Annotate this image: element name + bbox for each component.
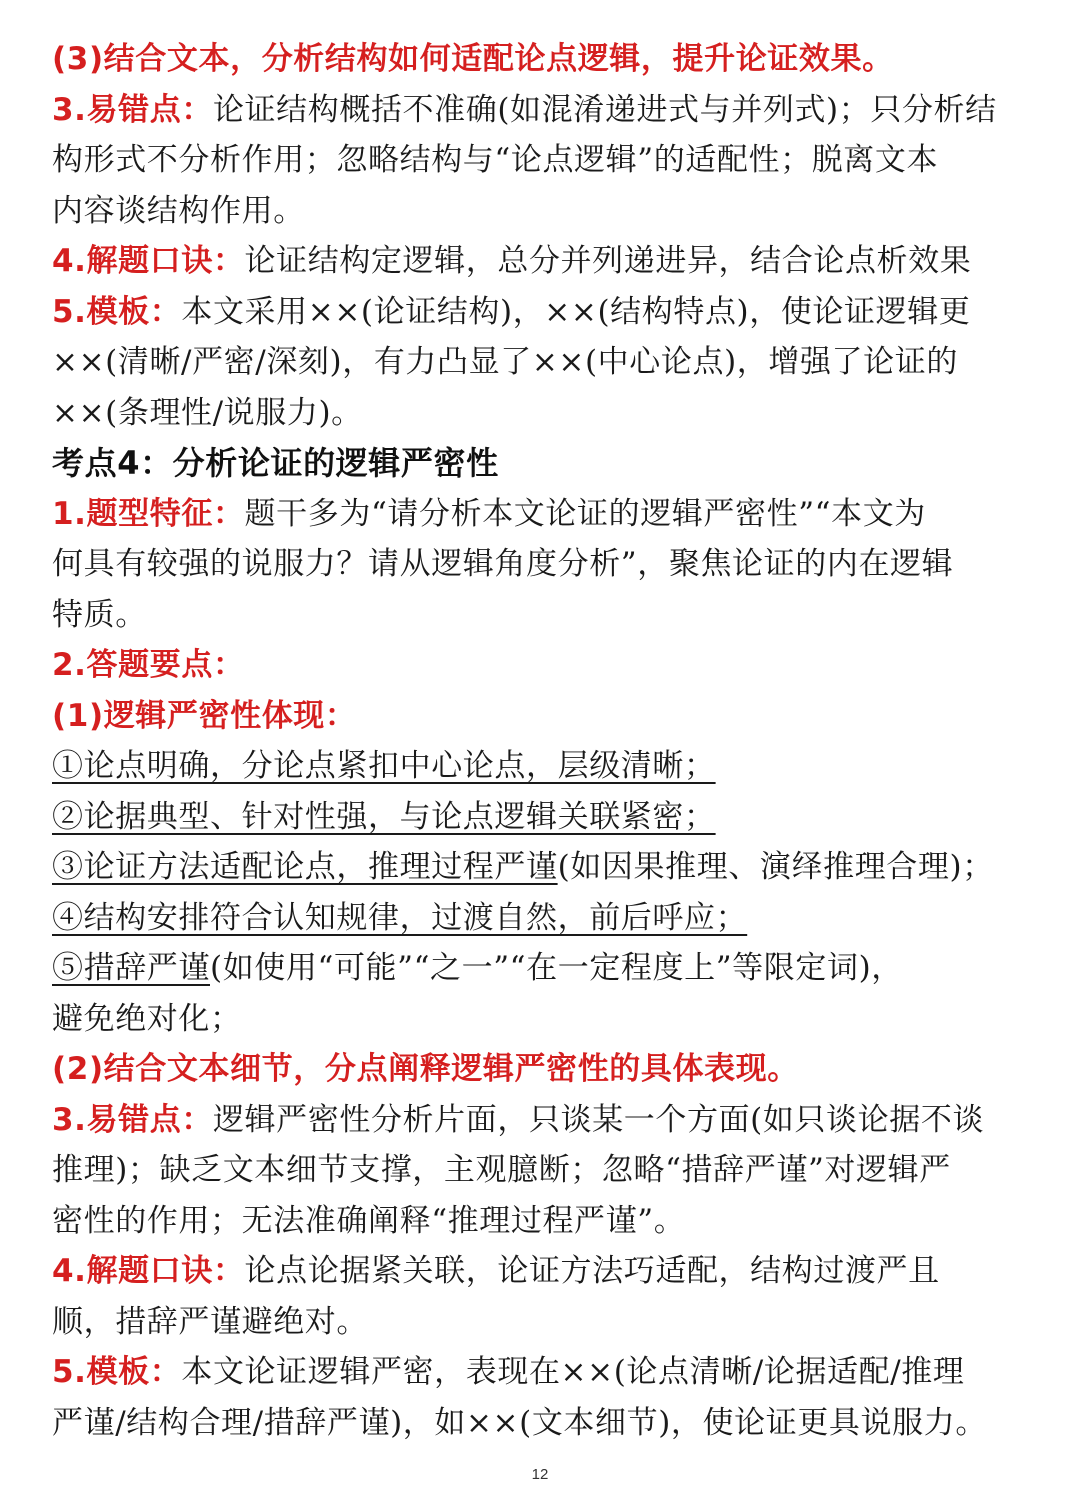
body-text-line: ××(条理性/说服力)。 xyxy=(52,394,363,431)
section-label: 4.解题口诀： xyxy=(52,243,245,279)
list-item: ①论点明确，分论点紧扣中心论点，层级清晰； xyxy=(52,748,716,784)
template-paragraph: 5.模板：本文采用××(论证结构)，××(结构特点)，使论证逻辑更 xyxy=(52,293,971,330)
mnemonic-paragraph: 4.解题口诀：论证结构定逻辑，总分并列递进异，结合论点析效果 xyxy=(52,243,972,279)
section-label: 3.易错点： xyxy=(52,1101,213,1138)
section-label: 5.模板： xyxy=(52,1354,182,1390)
body-text-line: 避免绝对化； xyxy=(52,1000,242,1037)
section-label: 4.解题口诀： xyxy=(52,1253,245,1289)
section-label: 5.模板： xyxy=(52,293,182,330)
body-text-line: 内容谈结构作用。 xyxy=(52,192,305,229)
section-label: 3.易错点： xyxy=(52,91,213,128)
subitem-heading-2: (2)结合文本细节，分点阐释逻辑严密性的具体表现。 xyxy=(52,1051,799,1087)
document-body xyxy=(52,34,1032,1448)
list-item: ③论证方法适配论点，推理过程严谨(如因果推理、演绎推理合理)； xyxy=(52,849,994,885)
body-text-line: 构形式不分析作用；忽略结构与“论点逻辑”的适配性；脱离文本 xyxy=(52,142,939,178)
answer-points-heading xyxy=(52,640,1032,691)
list-item: ④结构安排符合认知规律，过渡自然，前后呼应； xyxy=(52,899,748,936)
section-label: 2.答题要点： xyxy=(52,647,245,683)
point-3-subitem-heading: (3)结合文本，分析结构如何适配论点逻辑，提升论证效果。 xyxy=(52,41,894,77)
body-text-line: 严谨/结构合理/措辞严谨)，如××(文本细节)，使论证更具说服力。 xyxy=(52,1404,987,1441)
list-item: ②论据典型、针对性强，与论点逻辑关联紧密； xyxy=(52,798,716,835)
body-text-line: 顺，措辞严谨避绝对。 xyxy=(52,1303,368,1340)
section-label: 1.题型特征： xyxy=(52,495,245,532)
body-text-line: 特质。 xyxy=(52,596,147,633)
body-text-line: ××(清晰/严密/深刻)，有力凸显了××(中心论点)，增强了论证的 xyxy=(52,344,958,380)
exam-point-4-heading: 考点4：分析论证的逻辑严密性 xyxy=(52,444,499,482)
body-text-line: 密性的作用；无法准确阐释“推理过程严谨”。 xyxy=(52,1202,686,1239)
body-text-line: 推理)；缺乏文本细节支撑，主观臆断；忽略“措辞严谨”对逻辑严 xyxy=(52,1152,951,1188)
page-number: 12 xyxy=(531,1466,549,1483)
common-errors-paragraph: 3.易错点：论证结构概括不准确(如混淆递进式与并列式)；只分析结 xyxy=(52,91,997,128)
question-features-paragraph: 1.题型特征：题干多为“请分析本文论证的逻辑严密性”“本文为 xyxy=(52,495,926,532)
common-errors-paragraph: 3.易错点：逻辑严密性分析片面，只谈某一个方面(如只谈论据不谈 xyxy=(52,1101,985,1138)
template-paragraph: 5.模板：本文论证逻辑严密，表现在××(论点清晰/论据适配/推理 xyxy=(52,1354,965,1390)
subitem-heading-1: (1)逻辑严密性体现： xyxy=(52,697,357,734)
list-item: ⑤措辞严谨(如使用“可能”“之一”“在一定程度上”等限定词)， xyxy=(52,950,903,986)
mnemonic-paragraph: 4.解题口诀：论点论据紧关联，论证方法巧适配，结构过渡严且 xyxy=(52,1253,940,1289)
body-text-line: 何具有较强的说服力？请从逻辑角度分析”，聚焦论证的内在逻辑 xyxy=(52,546,954,582)
